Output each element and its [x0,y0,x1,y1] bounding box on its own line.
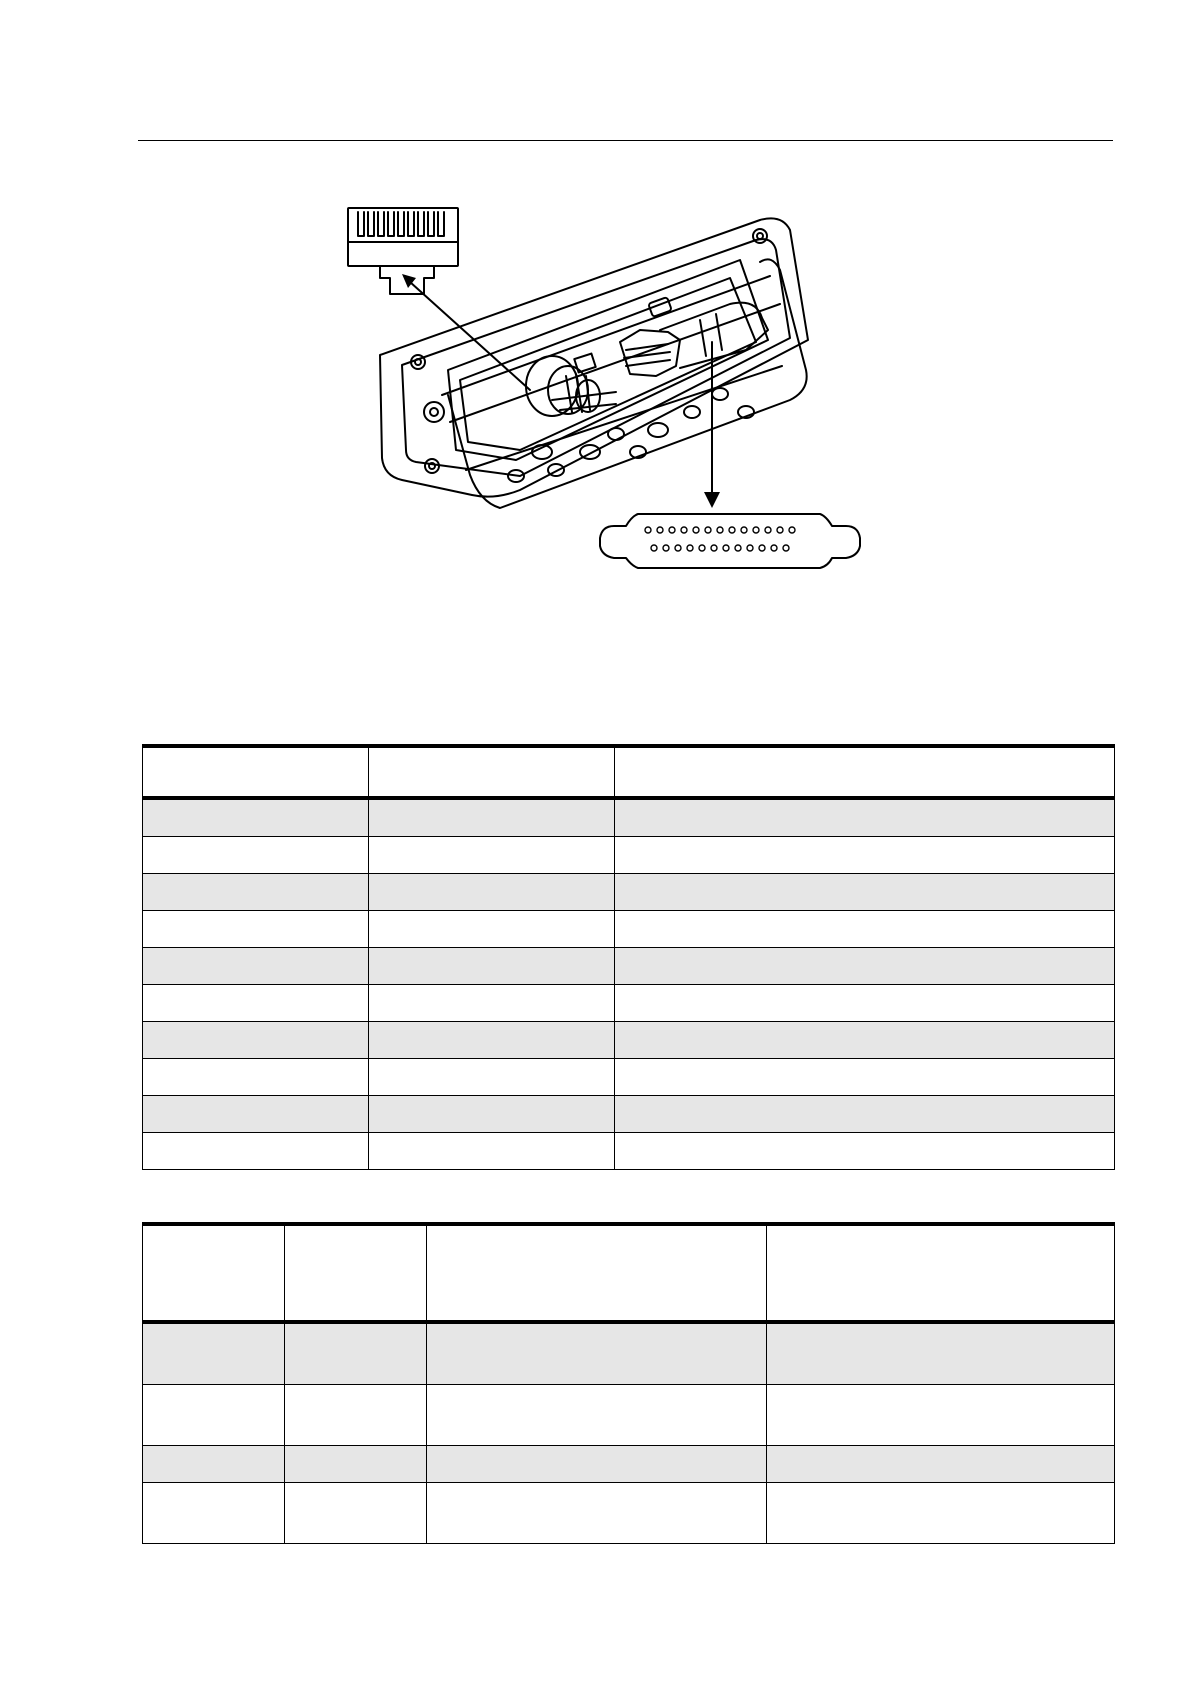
table-cell [285,1385,427,1446]
table-cell [369,911,615,948]
table-cell [143,1059,369,1096]
table-cell [615,1133,1115,1170]
table-cell [615,1022,1115,1059]
table-cell [369,798,615,837]
table-header-cell [285,1224,427,1322]
table-row [143,837,1115,874]
table-cell [369,985,615,1022]
table-cell [143,1385,285,1446]
device-housing [380,218,808,496]
table-cell [427,1322,767,1385]
rj45-connector-icon [348,208,458,294]
table-cell [143,1483,285,1544]
table-cell [427,1446,767,1483]
table-cell [615,948,1115,985]
table-cell [615,1096,1115,1133]
table-cell [369,1133,615,1170]
table-row [143,948,1115,985]
table-header-row [143,1224,1115,1322]
table-cell [285,1483,427,1544]
cable-tube [442,276,780,422]
table-cell [767,1385,1115,1446]
table-2 [142,1222,1115,1544]
table-cell [143,911,369,948]
table-header-row [143,746,1115,798]
table-row [143,1483,1115,1544]
db25-connector-icon [600,514,860,568]
table-cell [427,1483,767,1544]
table-row [143,911,1115,948]
table-cell [767,1483,1115,1544]
table-row [143,985,1115,1022]
table-cell [369,1059,615,1096]
table-row [143,1133,1115,1170]
table-cell [615,837,1115,874]
plug-connector-right [620,297,768,376]
round-connector-left [526,354,616,416]
table-header-cell [767,1224,1115,1322]
table-row [143,1059,1115,1096]
table-cell [143,1322,285,1385]
table-cell [143,798,369,837]
table-header-cell [369,746,615,798]
table-header-cell [143,746,369,798]
device-illustration [320,190,940,610]
table-cell [143,1022,369,1059]
table-row [143,1322,1115,1385]
table-row [143,1022,1115,1059]
table-cell [285,1322,427,1385]
table-row [143,1446,1115,1483]
table-1 [142,744,1115,1170]
table-header-cell [143,1224,285,1322]
table-cell [369,837,615,874]
table-cell [615,874,1115,911]
table-cell [143,837,369,874]
table-cell [143,1446,285,1483]
table-cell [615,1059,1115,1096]
table-cell [143,874,369,911]
table-cell [369,948,615,985]
table-cell [143,1133,369,1170]
device-connector-figure [320,190,940,610]
table-cell [615,798,1115,837]
table-row [143,1385,1115,1446]
table-cell [369,1096,615,1133]
table-row [143,874,1115,911]
table-cell [143,948,369,985]
table-row [143,798,1115,837]
table-cell [143,985,369,1022]
table-cell [615,911,1115,948]
table-header-cell [427,1224,767,1322]
table-cell [143,1096,369,1133]
header-rule [138,140,1113,141]
table-cell [767,1322,1115,1385]
table-cell [767,1446,1115,1483]
table-cell [615,985,1115,1022]
table-header-cell [615,746,1115,798]
table-cell [285,1446,427,1483]
table-cell [427,1385,767,1446]
table-row [143,1096,1115,1133]
table-cell [369,1022,615,1059]
table-cell [369,874,615,911]
